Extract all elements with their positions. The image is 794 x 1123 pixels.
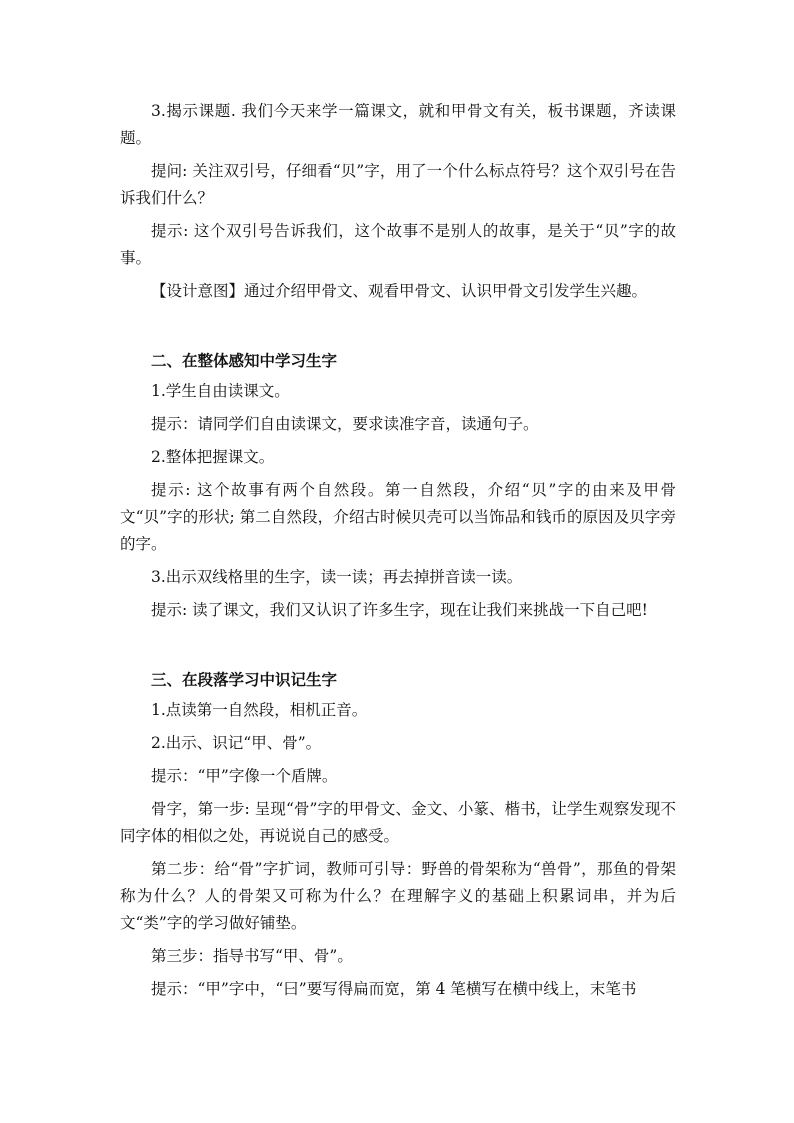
section-heading-overall-perception: 二、在整体感知中学习生字: [151, 351, 338, 370]
paragraph-hint-shield: 提示：“甲”字像一个盾牌。: [151, 767, 338, 785]
paragraph-gu-step-one: 骨字，第一步: 呈现“骨”字的甲骨文、金文、小篆、楷书，让学生观察发现不同字体的相似之处，再说说自己的感受。: [120, 800, 676, 845]
paragraph-design-intent: 【设计意图】通过介绍甲骨文、观看甲骨文、认识甲骨文引发学生兴趣。: [151, 282, 648, 300]
section-heading-paragraph-learning: 三、在段落学习中识记生字: [151, 670, 338, 689]
document-body: [120, 98, 676, 1009]
paragraph-show-new-characters: 3.出示双线格里的生字，读一读；再去掉拼音读一读。: [151, 568, 523, 586]
paragraph-hint-free-reading: 提示：请同学们自由读课文，要求读准字音，读通句子。: [151, 415, 539, 433]
paragraph-gu-step-three: 第三步：指导书写“甲、骨”。: [151, 947, 353, 965]
paragraph-show-jia-gu: 2.出示、识记“甲、骨”。: [151, 734, 322, 752]
paragraph-read-first-section: 1.点读第一自然段，相机正音。: [151, 701, 368, 719]
paragraph-grasp-text: 2.整体把握课文。: [151, 448, 275, 466]
paragraph-hint-two-sections: 提示: 这个故事有两个自然段。第一自然段，介绍“贝”字的由来及甲骨文“贝”字的形状; 第二自然段，介绍古时候贝壳可以当饰品和钱币的原因及贝字旁的字。: [120, 481, 676, 553]
paragraph-hint-writing: 提示：“甲”字中，“曰”要写得扁而宽，第 4 笔横写在横中线上，末笔书: [151, 980, 637, 998]
paragraph-hint-challenge: 提示: 读了课文，我们又认识了许多生字，现在让我们来挑战一下自己吧!: [151, 601, 648, 619]
paragraph-reveal-title: 3.揭示课题. 我们今天来学一篇课文，就和甲骨文有关，板书课题，齐读课题。: [120, 102, 676, 147]
paragraph-hint-quotes: 提示: 这个双引号告诉我们，这个故事不是别人的故事，是关于“贝”字的故事。: [120, 222, 676, 267]
paragraph-question-quotes: 提问: 关注双引号，仔细看“贝”字，用了一个什么标点符号？这个双引号在告诉我们什么？: [120, 162, 676, 207]
paragraph-gu-step-two: 第二步：给“骨”字扩词，教师可引导：野兽的骨架称为“兽骨”，那鱼的骨架称为什么？人的骨架又可称为什么？在理解字义的基础上积累词串，并为后文“类”字的学习做好铺垫。: [120, 860, 676, 932]
paragraph-free-reading: 1.学生自由读课文。: [151, 382, 290, 400]
